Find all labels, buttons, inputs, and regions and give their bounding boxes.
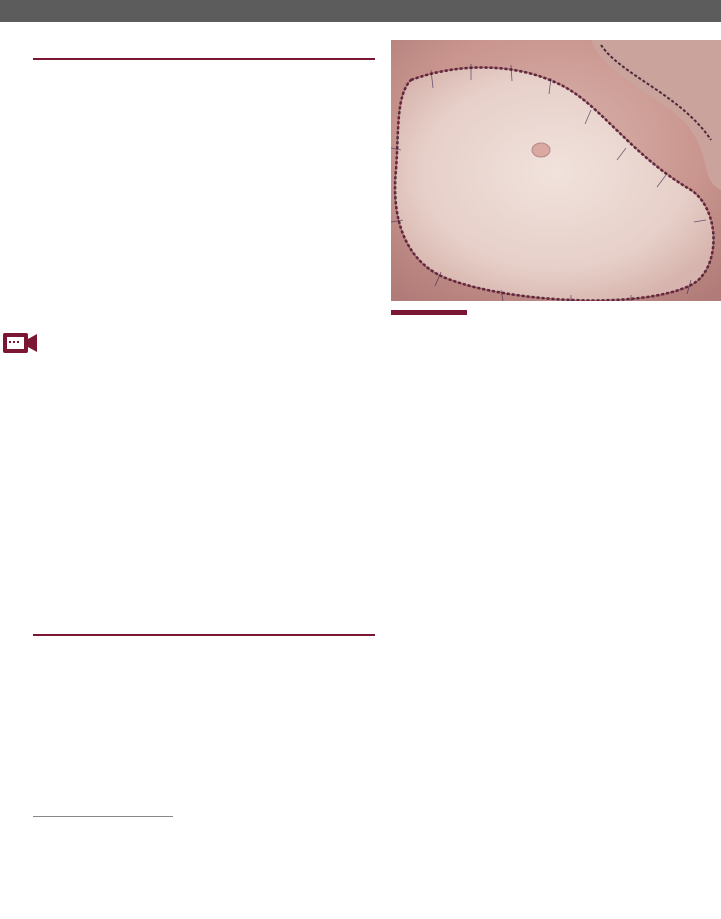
figure-accent-bar <box>391 310 467 315</box>
figure-photo <box>391 40 721 301</box>
video-camera-icon[interactable] <box>2 326 38 360</box>
running-header <box>0 0 721 22</box>
footnote-rule <box>33 816 173 817</box>
section-rule-2 <box>33 634 375 636</box>
section-rule <box>33 58 375 60</box>
